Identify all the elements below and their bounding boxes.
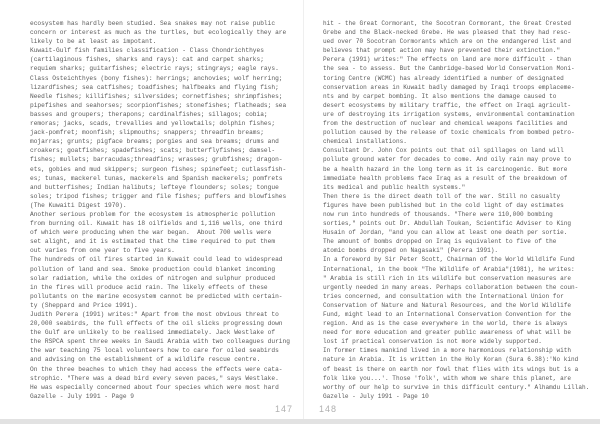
text-line: On the three beaches to which they had access the effects were cata- [30,365,283,373]
text-line: chemical installations. [323,138,407,146]
text-line: The hundreds of oil fires started in Kuwait could lead to widespread [30,256,283,264]
text-line: lizardfishes; sea catfishes; toadfishes; halfbeaks and flying fish; [30,83,279,91]
text-line: Gazelle - July 1991 - Page 9 [30,392,134,400]
text-line: In former times mankind lived in a more harmonious relationship with [323,347,572,355]
text-line: the war teaching 75 local volunteers how to care for oiled seabirds [30,347,279,355]
text-line: out varies from one year to five years. [30,247,175,255]
text-line: fishes; mullets; barracudas;threadfins; wrasses; grubfishes; dragon- [30,156,283,164]
text-line: its medical and public health systems." [323,183,466,191]
text-line: Gazelle - July 1991 - Page 10 [323,392,429,400]
text-line: tries concerned, and consultation with the International Union for [323,292,564,300]
text-line: atomic bombs dropped on Nagasaki" (Perera 1991). [323,247,499,255]
text-line: in the fires will produce acid rain. The likely effects of these [30,283,268,291]
text-line: Husain of Jordan, "and you can allow at least one death per sortie. [323,229,568,237]
text-line: likely to be at least as impotant. [30,38,157,46]
text-line: pollution of land and sea. Smoke production could blanket incoming [30,265,276,273]
text-line: figures have been published but in the cold light of day estimates [323,201,564,209]
text-line: conservation areas in Kuwait badly damaged by Iraqi troops emplaceme- [323,83,575,91]
text-line: solar radiation, while the oxides of nitrogen and sulphur produced [30,274,276,282]
text-line: Consultant Dr. John Cox points out that oil spillages on land will [323,147,564,155]
text-line: sorties," points out Dr. Abdullah Toukan, Scientific Adviser to King [323,220,572,228]
text-line: be a health hazard in the long term as it is carcinogenic. But more [323,165,568,173]
text-line: urgently needed in many areas. Perhaps collaboration between the coun- [323,283,579,291]
text-line: soles; tripod fishes; trigger and file fishes; puffers and blowfishes [30,192,287,200]
text-line: from burning oil. Kuwait has 18 oilfields and 1,116 wells, one third [30,220,283,228]
right-page-body-text [323,19,589,401]
text-line: nature in Arabia. It is written in the Holy Koran (Sura 6.38):'No kind [323,356,579,364]
text-line: Grebe and the Black-necked Grebe. He was pleased that they had resc- [323,29,572,37]
text-line: pollute ground water for decades to come. And oily rain may prove to [323,156,572,164]
text-line: pollution caused by the release of toxic chemicals from bombed petro- [323,129,575,137]
text-line: remoras; jacks, scads, trevallies and yellowtails; dolphin fishes; [30,120,276,128]
text-line: worthy of our help to survive in this difficult century." Alhamdu Lillah. [323,383,590,391]
text-line: es; tunas, mackerel tunas, mackerels and Spanish mackerels; pomfrets [30,174,283,182]
text-line: requiem sharks; guitarfishes; electric rays; stingrays; eagle rays. [30,65,279,73]
text-line: He was especially concerned about four species which were most hard [30,383,279,391]
text-line: strophic. "There was a dead bird every seven paces," says Westlake. [30,374,279,382]
text-line: Perera (1991) writes:" The effects on land are more difficult - than [323,56,572,64]
scan-bottom-edge [0,419,600,424]
text-line: pipefishes and seahorses; scorpionfishes; stonefishes; flatheads; sea [30,101,287,109]
text-line: desert ecosystems by military traffic, the effect on Iraqi agricult- [323,101,572,109]
text-line: pollutants on the marine ecosystem cannot be predicted with certain- [30,292,283,300]
text-line: hit - the Great Cormorant, the Socotran Cormorant, the Great Crested [323,20,572,27]
text-line: concern or interest as much as the turtles, but ecologically they are [30,29,287,37]
text-line: Conservation of Nature and Natural Resources, and the World Wildlife [323,301,572,309]
text-line: croakers; goatfishes; spadefishes; scats; butterflyfishes; damsel- [30,147,276,155]
text-line: Judith Perera (1991) writes:" Apart from the most obvious threat to [30,311,279,318]
text-line: " Arabia is still rich in its wildlife but conservation measures are [323,274,572,282]
page-number-right: 148 [319,404,338,414]
text-line: ure of destroying its irrigation systems, environmental contamination [323,110,575,118]
text-line: Then there is the direct death toll of the war. Still no casualty [323,192,561,200]
left-page [0,0,303,419]
text-line: set alight, and it is estimated that the time required to put them [30,238,276,246]
text-line: Kuwait-Gulf fish families classification - Class Chondrichthyes [30,47,264,55]
text-line: of which were producing when the war began. About 700 wells were [30,229,272,237]
text-line: Fund, might lead to an International Conservation Convention for the [323,311,572,318]
right-page [303,0,600,419]
text-line: nts and by carpet bombing. It also mentions the damage caused to [323,92,557,100]
text-line: believes that prompt action may have prevented their extinction." [323,47,561,55]
text-line: and advising on the establishment of a wildlife rescue centre. [30,356,261,364]
text-line: ued over 70 Socotran Cormorants which are on the endangered list and [323,38,572,46]
text-line: now run into hundreds of thousands. "There were 110,000 bombing [323,210,553,218]
text-line: mojarras; grunts; pigface breams; porgies and sea breams; drums and [30,138,279,146]
text-line: immediate health problems face Iraq as a result of the breakdown of [323,174,568,182]
text-line: basses and groupers; therapons; cardinalfishes; sillagos; cobia; [30,110,268,118]
text-line: from the destruction of nuclear and chemical weapons facilities and [323,120,568,128]
text-line: Class Osteichthyes (bony fishes): herrings; anchovies; wolf herring; [30,74,283,82]
left-page-body-text [30,19,290,401]
text-line: ecosystem has hardly been studied. Sea snakes may not raise public [30,20,276,27]
text-line: The amount of bombs dropped on Iraq is equivalent to five of the [323,238,557,246]
text-line: In a foreword by Sir Peter Scott, Chairman of the World Wildlife Fund [323,256,575,264]
text-line: need for more education and greater public awareness of what will be [323,329,572,337]
text-line: International, in the book "The Wildlife of Arabia"(1981), he writes: [323,265,575,273]
text-line: toring Centre (WCMC) has already identified a number of designated [323,74,564,82]
text-line: ets, gobies and mud skippers; surgeon fishes; spinefeet; cutlassfish- [30,165,287,173]
page-number-left: 147 [275,404,294,414]
text-line: and butterfishes; Indian halibuts; lefteye flounders; soles; tongue [30,183,279,191]
text-line: jack-pomfret; moonfish; slipmouths; snappers; threadfin breams; [30,129,264,137]
text-line: (The Kuwaiti Digest 1970). [30,201,127,209]
text-line: lost if practical conservation is not more widely supported. [323,338,542,346]
text-line: region. And as is the case everywhere in the world, there is always [323,320,568,328]
text-line: ty (Sheppard and Price 1991). [30,301,138,309]
text-line: of beast is there on earth nor fowl that flies with its wings but is a [323,365,579,373]
text-line: the sea - to assess. But the Cambridge-based World Conservation Moni- [323,65,575,73]
text-line: (cartilaginous fishes, sharks and rays): cat and carpet sharks; [30,56,264,64]
text-line: Another serious problem for the ecosystem is atmospheric pollution [30,210,276,218]
text-line: the RSPCA spent three weeks in Saudi Arabia with two colleagues during [30,338,290,346]
text-line: 20,000 seabirds, the full effects of the oil slicks progressing down [30,320,283,328]
text-line: folk like you...'. Those 'folk', with whom we share this planet, are [323,374,572,382]
text-line: Needle fishes; killifishes; silversides; cornetfishes; shrimpfishes; [30,92,283,100]
text-line: the Gulf are unlikely to be realised immediately. Jack Westlake of [30,329,276,337]
